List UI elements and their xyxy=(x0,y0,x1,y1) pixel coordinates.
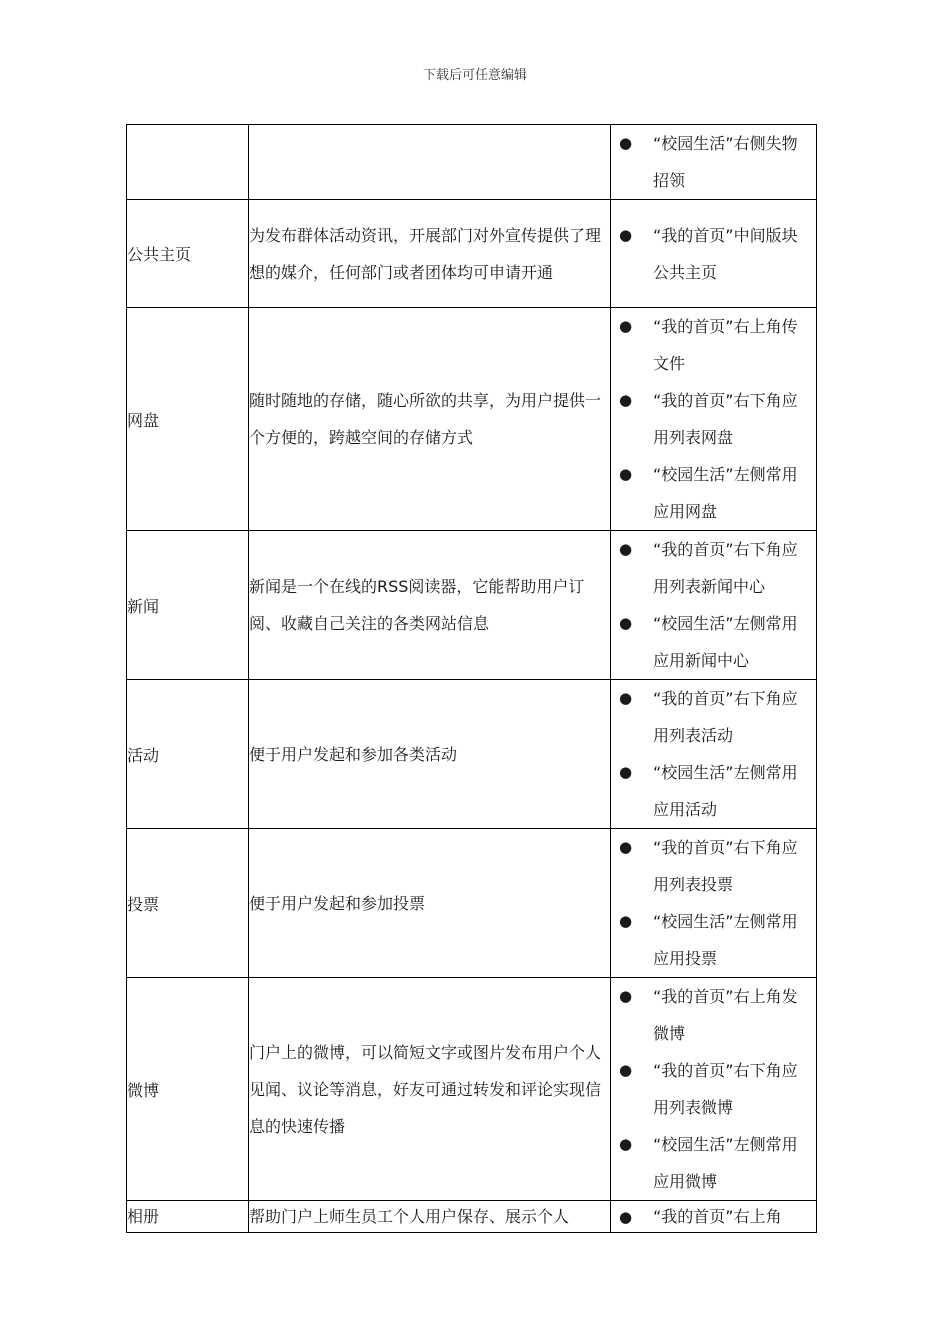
bullet-icon: ● xyxy=(619,540,633,558)
feature-name: 新闻 xyxy=(127,531,249,680)
feature-locations xyxy=(611,1201,817,1233)
feature-name xyxy=(127,125,249,200)
table-row xyxy=(127,531,817,680)
location-item xyxy=(611,978,816,1052)
bullet-icon: ● xyxy=(619,763,633,781)
location-item xyxy=(611,382,816,456)
feature-description: 门户上的微博，可以简短文字或图片发布用户个人见闻、议论等消息，好友可通过转发和评论实现信息的快速传播 xyxy=(249,978,611,1201)
location-text: “我的首页”中间版块公共主页 xyxy=(653,225,798,282)
feature-description: 便于用户发起和参加各类活动 xyxy=(249,680,611,829)
location-text: “校园生活”左侧常用应用微博 xyxy=(653,1135,798,1191)
feature-description: 新闻是一个在线的RSS阅读器，它能帮助用户订阅、收藏自己关注的各类网站信息 xyxy=(249,531,611,680)
bullet-icon: ● xyxy=(619,838,633,856)
feature-locations xyxy=(611,200,817,308)
feature-description: 随时随地的存储，随心所欲的共享，为用户提供一个方便的，跨越空间的存储方式 xyxy=(249,308,611,531)
bullet-icon: ● xyxy=(619,912,633,930)
feature-locations xyxy=(611,531,817,680)
table-row xyxy=(127,200,817,308)
location-text: “校园生活”左侧常用应用活动 xyxy=(653,763,798,819)
page-header: 下载后可任意编辑 xyxy=(422,68,527,83)
bullet-icon: ● xyxy=(619,1061,633,1079)
location-item xyxy=(611,1052,816,1126)
bullet-icon: ● xyxy=(619,134,633,152)
location-text: “我的首页”右上角 xyxy=(653,1206,782,1226)
location-text: “我的首页”右上角传文件 xyxy=(653,317,798,373)
location-text: “我的首页”右下角应用列表投票 xyxy=(653,838,798,894)
feature-description: 为发布群体活动资讯，开展部门对外宣传提供了理想的媒介，任何部门或者团体均可申请开通 xyxy=(249,200,611,308)
feature-table xyxy=(126,124,817,1233)
bullet-icon: ● xyxy=(619,987,633,1005)
location-item xyxy=(611,1126,816,1200)
location-item xyxy=(611,308,816,382)
location-item xyxy=(611,125,816,199)
bullet-icon: ● xyxy=(619,1207,633,1226)
bullet-icon: ● xyxy=(619,391,633,409)
feature-name: 微博 xyxy=(127,978,249,1201)
location-item xyxy=(611,680,816,754)
table-row xyxy=(127,125,817,200)
location-text: “我的首页”右下角应用列表微博 xyxy=(653,1061,798,1117)
location-text: “我的首页”右下角应用列表网盘 xyxy=(653,391,798,447)
location-text: “校园生活”左侧常用应用网盘 xyxy=(653,465,798,521)
table-row xyxy=(127,829,817,978)
table-row xyxy=(127,1201,817,1233)
feature-locations xyxy=(611,125,817,200)
location-text: “校园生活”左侧常用应用新闻中心 xyxy=(653,614,798,670)
bullet-icon: ● xyxy=(619,689,633,707)
feature-locations xyxy=(611,680,817,829)
location-text: “校园生活”左侧常用应用投票 xyxy=(653,912,798,968)
feature-description xyxy=(249,125,611,200)
feature-name: 相册 xyxy=(127,1201,249,1233)
location-item xyxy=(611,829,816,903)
feature-name: 网盘 xyxy=(127,308,249,531)
location-item xyxy=(611,903,816,977)
feature-locations xyxy=(611,308,817,531)
table-row xyxy=(127,308,817,531)
feature-description: 便于用户发起和参加投票 xyxy=(249,829,611,978)
location-text: “我的首页”右下角应用列表活动 xyxy=(653,689,798,745)
feature-name: 活动 xyxy=(127,680,249,829)
table-row xyxy=(127,978,817,1201)
feature-locations xyxy=(611,829,817,978)
bullet-icon: ● xyxy=(619,1135,633,1153)
feature-name: 投票 xyxy=(127,829,249,978)
bullet-icon: ● xyxy=(619,614,633,632)
location-text: “我的首页”右下角应用列表新闻中心 xyxy=(653,540,798,596)
location-item xyxy=(611,456,816,530)
bullet-icon: ● xyxy=(619,317,633,335)
location-item xyxy=(611,217,816,291)
location-item xyxy=(611,531,816,605)
location-text: “校园生活”右侧失物招领 xyxy=(653,134,798,190)
feature-description: 帮助门户上师生员工个人用户保存、展示个人 xyxy=(249,1201,611,1233)
location-item xyxy=(611,605,816,679)
location-item xyxy=(611,1202,816,1232)
location-item xyxy=(611,754,816,828)
bullet-icon: ● xyxy=(619,225,633,244)
bullet-icon: ● xyxy=(619,465,633,483)
location-text: “我的首页”右上角发微博 xyxy=(653,987,798,1043)
table-row xyxy=(127,680,817,829)
feature-locations xyxy=(611,978,817,1201)
feature-name: 公共主页 xyxy=(127,200,249,308)
